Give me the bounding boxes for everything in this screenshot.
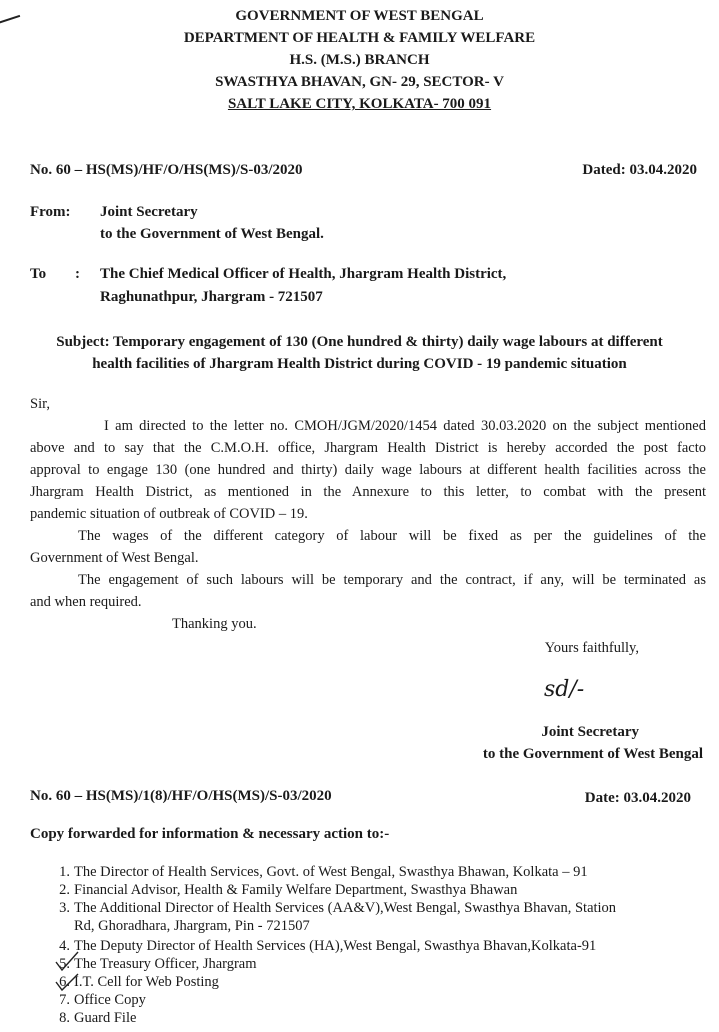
copy-item-1: 1. The Director of Health Services, Govt. of West Bengal, Swasthya Bhawan, Kolkata – 91: [59, 864, 588, 880]
subject-line-1: Subject: Temporary engagement of 130 (One hundred & thirty) daily wage labours at different: [56, 334, 663, 350]
copy-number: No. 60 – HS(MS)/1(8)/HF/O/HS(MS)/S-03/2020: [30, 788, 332, 804]
signature-line-1: Joint Secretary: [541, 724, 639, 740]
para1-line-5: pandemic situation of outbreak of COVID – 19.: [30, 506, 308, 522]
copy-heading: Copy forwarded for information & necessary action to:-: [30, 826, 390, 842]
copy-item-8: 8. Guard File: [59, 1010, 137, 1026]
header-line-department: DEPARTMENT OF HEALTH & FAMILY WELFARE: [183, 30, 536, 46]
copy-item-3: 3. The Additional Director of Health Services (AA&V),West Bengal, Swasthya Bhavan, Station: [59, 900, 617, 916]
copy-item-3-cont: Rd, Ghoradhara, Jhargram, Pin - 721507: [74, 918, 310, 934]
para1-line-1: I am directed to the letter no. CMOH/JGM/2020/1454 dated 30.03.2020 on the subject mentioned: [104, 418, 706, 434]
handwritten-tick-marks: [52, 950, 82, 994]
header-line-address: SWASTHYA BHAVAN, GN- 29, SECTOR- V: [215, 74, 504, 90]
signature-sd: [540, 674, 610, 704]
from-label: From:: [30, 204, 71, 220]
header-line-city: SALT LAKE CITY, KOLKATA- 700 091: [227, 96, 492, 112]
yours-faithfully: Yours faithfully,: [544, 640, 639, 656]
signature-sd-text: sd/-: [544, 677, 585, 702]
para2-line-2: Government of West Bengal.: [30, 550, 199, 566]
memo-date: Dated: 03.04.2020: [582, 162, 697, 178]
header-line-branch: H.S. (M.S.) BRANCH: [289, 52, 430, 68]
to-line-1: The Chief Medical Officer of Health, Jhargram Health District,: [100, 266, 507, 282]
copy-date: Date: 03.04.2020: [584, 790, 691, 806]
to-colon: :: [75, 266, 80, 282]
para1-line-3: approval to engage 130 (one hundred and thirty) daily wage labours at different health facilities across the: [30, 462, 706, 478]
copy-item-7: 7. Office Copy: [59, 992, 146, 1008]
to-label: To: [30, 266, 47, 282]
salutation: Sir,: [30, 396, 50, 412]
para1-line-2: above and to say that the C.M.O.H. office, Jhargram Health District is hereby accorded the post facto: [30, 440, 706, 456]
copy-item-2: 2. Financial Advisor, Health & Family Welfare Department, Swasthya Bhawan: [59, 882, 518, 898]
para1-line-4: Jhargram Health District, as mentioned in the Annexure to this letter, to combat with the present: [30, 484, 706, 500]
subject-line-2: health facilities of Jhargram Health District during COVID - 19 pandemic situation: [92, 356, 627, 372]
memo-number: No. 60 – HS(MS)/HF/O/HS(MS)/S-03/2020: [30, 162, 303, 178]
copy-item-6: 6. I.T. Cell for Web Posting: [59, 974, 219, 990]
signature-line-2: to the Government of West Bengal: [482, 746, 703, 762]
para3-line-2: and when required.: [30, 594, 142, 610]
header-line-government: GOVERNMENT OF WEST BENGAL: [235, 8, 484, 24]
copy-item-4: 4. The Deputy Director of Health Services (HA),West Bengal, Swasthya Bhavan,Kolkata-91: [59, 938, 597, 954]
to-line-2: Raghunathpur, Jhargram - 721507: [100, 289, 323, 305]
para3-line-1: The engagement of such labours will be temporary and the contract, if any, will be terminated as: [78, 572, 706, 588]
copy-item-5: 5. The Treasury Officer, Jhargram: [59, 956, 257, 972]
para2-line-1: The wages of the different category of labour will be fixed as per the guidelines of the: [78, 528, 706, 544]
from-line-2: to the Government of West Bengal.: [100, 226, 324, 242]
from-line-1: Joint Secretary: [100, 204, 198, 220]
thanking-you: Thanking you.: [172, 616, 257, 632]
